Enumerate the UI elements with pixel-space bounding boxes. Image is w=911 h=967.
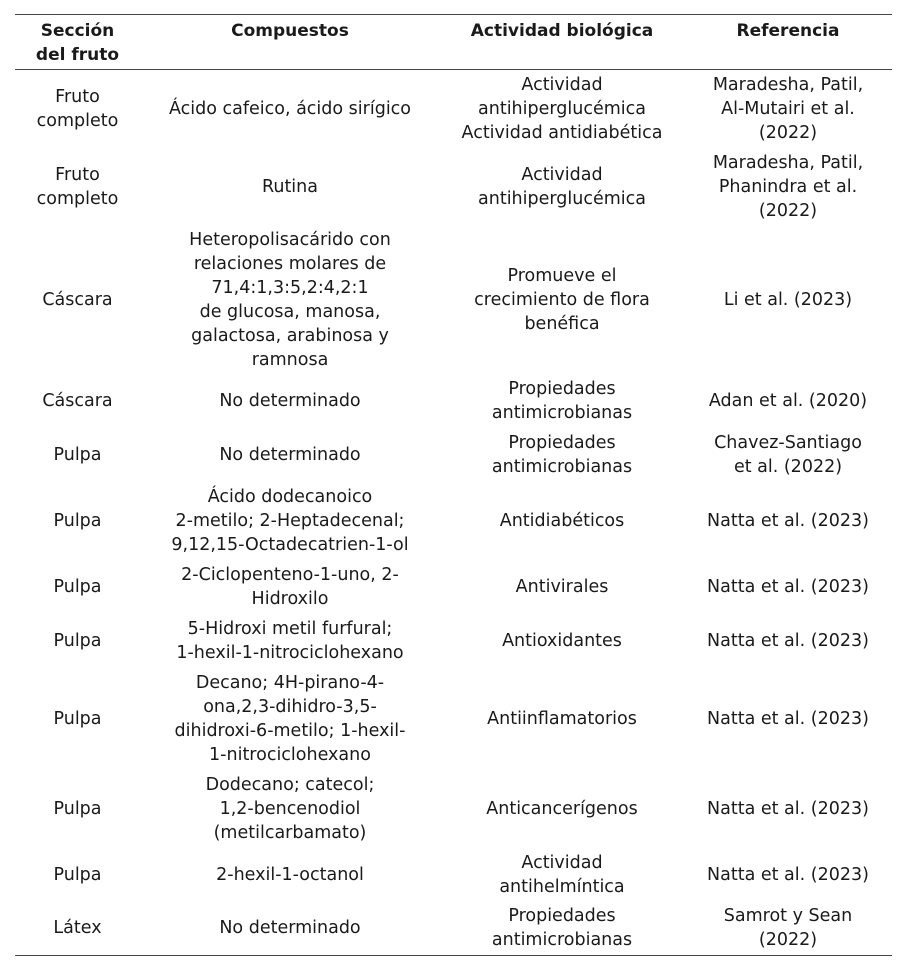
table-header bbox=[15, 15, 892, 70]
table-row bbox=[15, 902, 892, 956]
header-actividad: Actividad biológica bbox=[470, 21, 654, 41]
header-seccion: Sección del fruto bbox=[35, 21, 120, 65]
cell-referencia: Samrot y Sean (2022) bbox=[723, 906, 853, 951]
cell-seccion: Pulpa bbox=[53, 630, 102, 651]
cell-actividad: Antiinflamatorios bbox=[487, 708, 637, 729]
cell-actividad: Propiedades antimicrobianas bbox=[491, 432, 633, 477]
table-row bbox=[15, 770, 892, 848]
cell-actividad: Anticancerígenos bbox=[486, 798, 638, 819]
table-body bbox=[15, 70, 892, 956]
header-row bbox=[15, 15, 892, 70]
cell-referencia: Chavez-Santiago et al. (2022) bbox=[714, 432, 862, 477]
cell-actividad: Propiedades antimicrobianas bbox=[491, 906, 633, 951]
cell-actividad: Propiedades antimicrobianas bbox=[491, 378, 633, 423]
cell-compuestos: 2-hexil-1-octanol bbox=[216, 864, 364, 885]
table-row bbox=[15, 374, 892, 428]
cell-actividad: Actividad antihiperglucémica bbox=[478, 164, 646, 209]
cell-referencia: Adan et al. (2020) bbox=[708, 390, 868, 411]
table-row bbox=[15, 668, 892, 770]
cell-compuestos: Rutina bbox=[261, 176, 318, 197]
cell-compuestos: Decano; 4H-pirano-4- ona,2,3-dihidro-3,5- dihidroxi-6-metilo; 1-hexil- 1-nitrociclohexano bbox=[174, 672, 406, 765]
cell-referencia: Natta et al. (2023) bbox=[707, 630, 869, 651]
table-row bbox=[15, 560, 892, 614]
cell-compuestos: Ácido dodecanoico 2-metilo; 2-Heptadecenal; 9,12,15-Octadecatrien-1-ol bbox=[171, 486, 409, 555]
fruit-compounds-table bbox=[15, 14, 892, 956]
cell-seccion: Pulpa bbox=[53, 510, 102, 531]
header-compuestos: Compuestos bbox=[231, 21, 349, 41]
cell-referencia: Natta et al. (2023) bbox=[707, 708, 869, 729]
cell-compuestos: No determinado bbox=[219, 390, 361, 411]
table-row bbox=[15, 482, 892, 560]
cell-actividad: Antioxidantes bbox=[502, 630, 622, 651]
cell-compuestos: 2-Ciclopenteno-1-uno, 2- Hidroxilo bbox=[181, 564, 399, 609]
cell-referencia: Maradesha, Patil, Phanindra et al. (2022) bbox=[712, 152, 864, 221]
cell-compuestos: 5-Hidroxi metil furfural; 1-hexil-1-nitrociclohexano bbox=[176, 618, 404, 663]
header-referencia: Referencia bbox=[736, 21, 840, 41]
cell-compuestos: Dodecano; catecol; 1,2-bencenodiol (metilcarbamato) bbox=[205, 774, 375, 843]
cell-compuestos: No determinado bbox=[219, 444, 361, 465]
cell-seccion: Pulpa bbox=[53, 576, 102, 597]
cell-seccion: Pulpa bbox=[53, 798, 102, 819]
cell-actividad: Antivirales bbox=[515, 576, 609, 597]
cell-referencia: Natta et al. (2023) bbox=[707, 864, 869, 885]
cell-seccion: Cáscara bbox=[42, 390, 113, 411]
cell-referencia: Natta et al. (2023) bbox=[707, 798, 869, 819]
cell-compuestos: Ácido cafeico, ácido sirígico bbox=[168, 98, 412, 119]
cell-seccion: Látex bbox=[53, 918, 102, 939]
cell-compuestos: Heteropolisacárido con relaciones molares de 71,4:1,3:5,2:4,2:1 de glucosa, manosa, galactosa, arabinosa y ramnosa bbox=[189, 229, 391, 370]
cell-actividad: Actividad antihelmíntica bbox=[499, 852, 625, 897]
table-row bbox=[15, 70, 892, 148]
table-row bbox=[15, 148, 892, 226]
cell-seccion: Fruto completo bbox=[36, 164, 119, 209]
cell-actividad: Promueve el crecimiento de flora benéfica bbox=[474, 265, 650, 334]
cell-actividad: Antidiabéticos bbox=[499, 510, 625, 531]
cell-seccion: Pulpa bbox=[53, 864, 102, 885]
cell-referencia: Natta et al. (2023) bbox=[707, 576, 869, 597]
cell-actividad: Actividad antihiperglucémica Actividad antidiabética bbox=[461, 74, 663, 143]
table-row bbox=[15, 428, 892, 482]
table-row bbox=[15, 614, 892, 668]
cell-referencia: Maradesha, Patil, Al-Mutairi et al. (2022) bbox=[712, 74, 864, 143]
cell-seccion: Pulpa bbox=[53, 708, 102, 729]
table-row bbox=[15, 226, 892, 374]
cell-seccion: Pulpa bbox=[53, 444, 102, 465]
cell-seccion: Fruto completo bbox=[36, 86, 119, 131]
cell-seccion: Cáscara bbox=[42, 289, 113, 310]
cell-referencia: Natta et al. (2023) bbox=[707, 510, 869, 531]
cell-referencia: Li et al. (2023) bbox=[723, 289, 853, 310]
fruit-compounds-table-container bbox=[15, 14, 892, 956]
cell-compuestos: No determinado bbox=[219, 918, 361, 939]
table-row bbox=[15, 848, 892, 902]
